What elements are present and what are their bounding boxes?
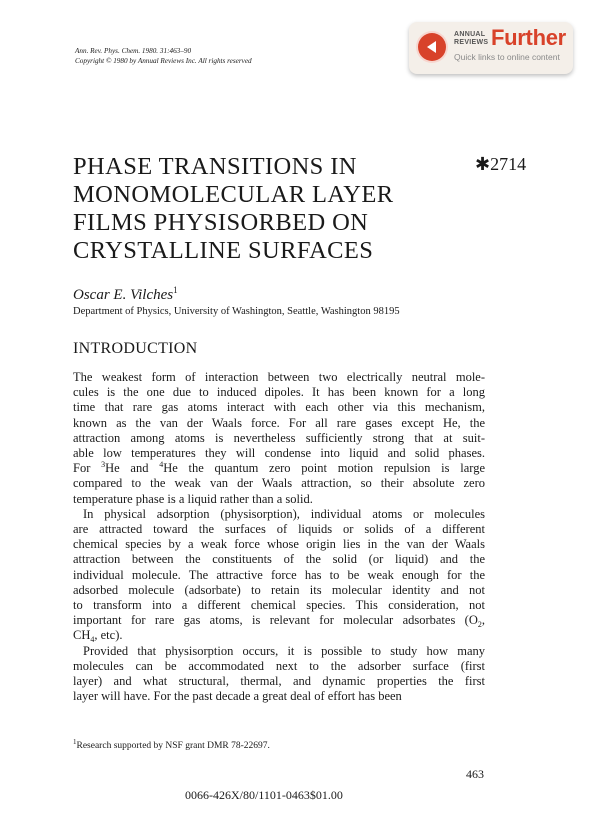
author-footnote-mark[interactable]: 1 — [173, 285, 178, 295]
further-links-banner[interactable] — [409, 22, 573, 74]
body-line: molecules can be accommodated next to the adsorber surface (first — [73, 658, 485, 673]
banner-further-label[interactable]: Further — [491, 25, 566, 50]
body-line: individual molecule. The attractive force has to be weak enough for the — [73, 567, 485, 582]
body-line: compared to the weak van der Waals attraction, so their absolute zero — [73, 476, 485, 491]
body-line: important for rare gas atoms, is relevant for molecular adsorbates ($O_2$, — [73, 613, 485, 630]
footnote-text: Research supported by NSF grant DMR 78-22697. — [76, 741, 270, 751]
body-line: For $^3$He and $^4$He the quantum zero point motion repulsion is large — [73, 460, 485, 476]
banner-brand — [454, 31, 488, 47]
banner-annual-label: ANNUAL — [454, 31, 486, 38]
body-line: cules is the one due to induced dipoles. It has been known for a long — [73, 385, 485, 400]
citation-line-copyright: Copyright © 1980 by Annual Reviews Inc. All rights reserved — [75, 57, 252, 65]
citation-line-journal: Ann. Rev. Phys. Chem. 1980. 31:463–90 — [75, 47, 192, 55]
body-line: able low temperatures they will condense into liquid and solid phases. — [73, 446, 485, 461]
body-line: In physical adsorption (physisorption), individual atoms or molecules — [83, 506, 485, 521]
body-line: $CH_4$, etc). — [73, 628, 123, 645]
reference-number: ✱2714 — [475, 154, 527, 174]
title-line: MONOMOLECULAR LAYER — [73, 181, 394, 208]
body-line: are attracted toward the surfaces of liquids or solids of a different — [73, 522, 485, 537]
body-line: adsorbed molecule (adsorbate) to retain its molecular identity and not — [73, 582, 485, 597]
title-line: PHASE TRANSITIONS IN — [73, 153, 357, 180]
footnote-mark: 1 — [73, 738, 77, 746]
body-line: Provided that physisorption occurs, it is possible to study how many — [83, 643, 485, 658]
arrow-left-icon — [418, 33, 446, 61]
footnote — [73, 738, 270, 751]
title-line: CRYSTALLINE SURFACES — [73, 237, 374, 264]
body-line: attraction among atoms is nevertheless sufficiently strong that at suit- — [73, 430, 485, 445]
body-line: known as the van der Waals force. For all rare gases except He, the — [73, 415, 485, 430]
article-identifier: 0066-426X/80/1101-0463$01.00 — [185, 788, 343, 802]
body-line: The weakest form of interaction between two electrically neutral mole- — [73, 370, 485, 384]
title-line: FILMS PHYSISORBED ON — [73, 209, 369, 236]
body-line: time that rare gas atoms interact with each other via this mechanism, — [73, 400, 485, 415]
body-line: layer) and what structural, thermal, and dynamic properties the first — [73, 674, 485, 689]
body-line: to transform into a different chemical species. This consideration, not — [73, 598, 485, 613]
banner-subtitle[interactable]: Quick links to online content — [454, 52, 560, 62]
banner-reviews-label: REVIEWS — [454, 39, 489, 46]
body-line: attraction between the constituents of the solid (or liquid) and the — [73, 552, 485, 567]
author-name — [73, 285, 178, 304]
section-heading: INTRODUCTION — [73, 340, 198, 357]
page-number: 463 — [466, 767, 484, 781]
author-name-text: Oscar E. Vilches — [73, 287, 174, 303]
article-title — [73, 153, 433, 265]
body-line: layer will have. For the past decade a great deal of effort has been — [73, 689, 402, 704]
body-text — [73, 370, 485, 704]
author-affiliation: Department of Physics, University of Washington, Seattle, Washington 98195 — [73, 306, 400, 317]
body-line: chemical species by a weak force whose origin lies in the van der Waals — [73, 537, 485, 552]
body-line: temperature phase is a liquid rather than a solid. — [73, 491, 313, 506]
journal-citation — [75, 46, 252, 66]
